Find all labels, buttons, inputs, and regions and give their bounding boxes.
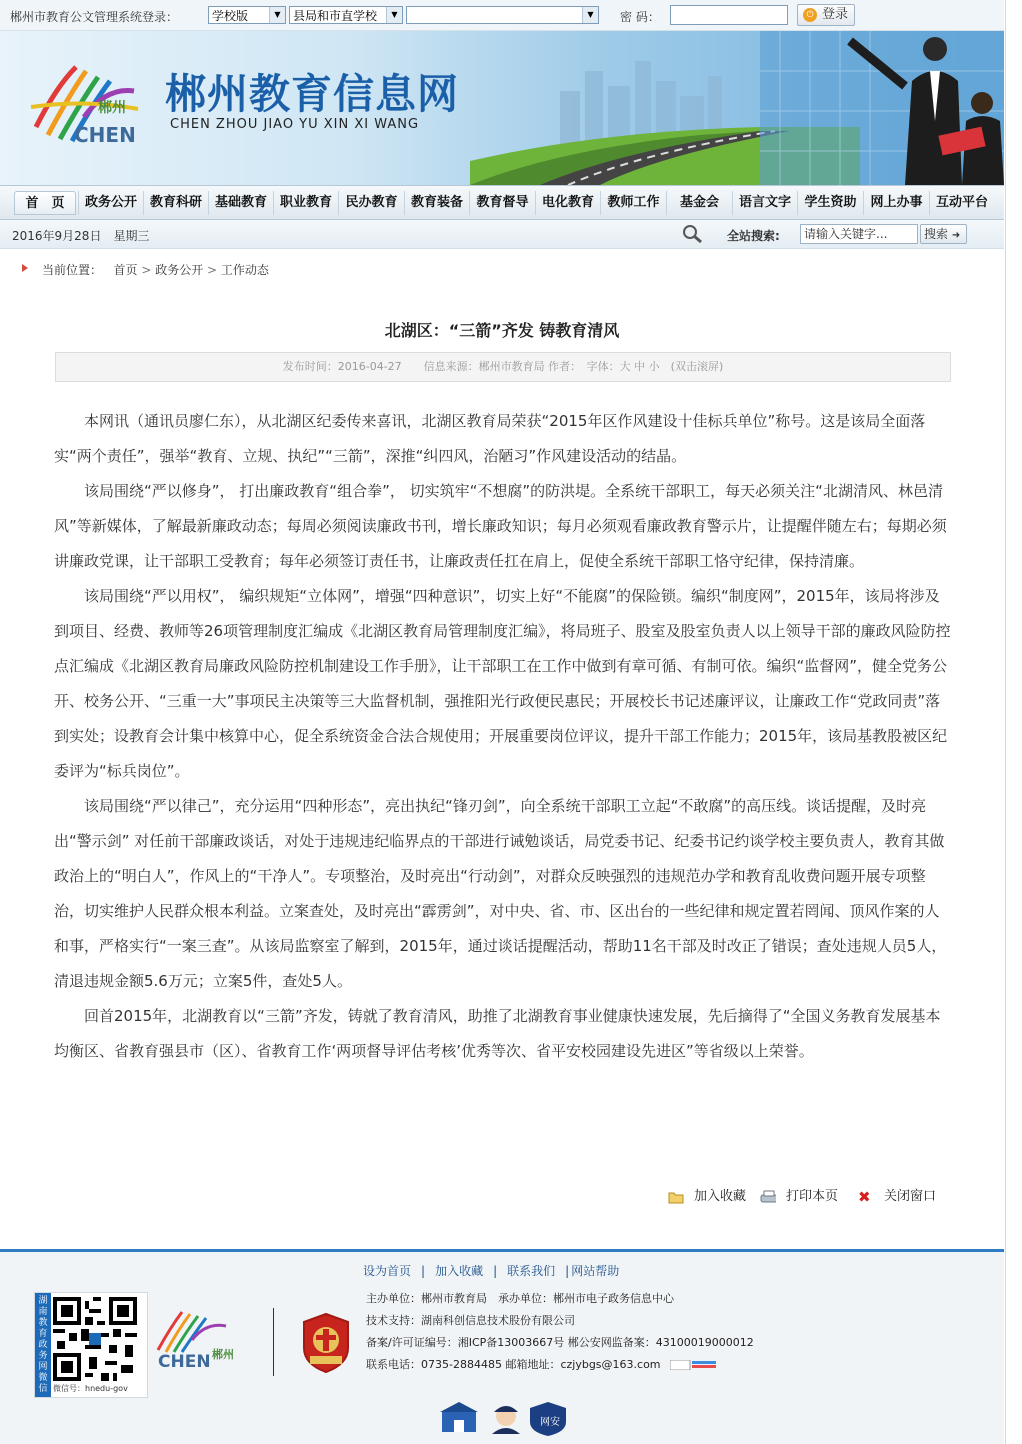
qr-caption: 微信号：hnedu-gov: [53, 1384, 128, 1393]
power-icon: ⏻: [803, 8, 817, 22]
breadcrumb: [0, 258, 1004, 280]
article-paragraph: 回首2015年，北湖教育以“三箭”齐发，铸就了教育清风，助推了北湖教育事业健康快速发展，先后摘得了“全国义务教育发展基本均衡区、省教育强县市（区）、省教育工作‘两项督导评估考核’优秀等次、省平安校园建设先进区”等省级以上荣誉。: [54, 1007, 941, 1060]
footer-host: 主办单位：郴州市教育局 承办单位：郴州市电子政务信息中心: [366, 1292, 674, 1305]
qr-code-icon: [53, 1297, 137, 1381]
edition-select[interactable]: [208, 6, 286, 24]
search-icon: [682, 224, 704, 244]
nav-item-research[interactable]: 教育科研: [143, 191, 208, 215]
footer-logo-cn: 郴州: [212, 1348, 234, 1361]
article-title: 北湖区：“三箭”齐发 铸教育清风: [384, 321, 620, 340]
date-search-bar: [0, 220, 1004, 249]
breadcrumb-separator: >: [207, 263, 221, 277]
nav-item-home[interactable]: 首 页: [14, 191, 76, 215]
logo-cn-text: 郴州: [98, 100, 126, 116]
arrow-right-icon: ➜: [951, 230, 961, 241]
article-paragraph: 该局围绕“严以修身”， 打出廉政教育“组合拳”， 切实筑牢“不想腐”的防洪堤。全系统干部职工，每天必须关注“北湖清风、林邑清风”等新媒体，了解最新廉政动态；每周必须阅读廉政书刊，增长廉政知识；每月必须观看廉政教育警示片，让提醒伴随左右；每期必须讲廉政党课，让干部职工受教育；每年必须签订责任书，让廉政责任扛在肩上，促使全系统干部职工恪守纪律，保持清廉。: [54, 482, 947, 570]
footer-contact-text: 联系电话：0735-2884485 邮箱地址：czjybgs@163.com: [366, 1358, 661, 1371]
password-input[interactable]: [670, 5, 788, 25]
footer-info: [366, 1288, 754, 1376]
chevron-down-icon: ▼: [269, 7, 285, 23]
password-label: 密 码：: [620, 10, 660, 24]
nav-item-online-service[interactable]: 网上办事: [863, 191, 929, 215]
footer-link-set-home[interactable]: 设为首页: [363, 1264, 412, 1278]
article-body: [54, 404, 952, 1069]
nav-item-interactive[interactable]: 互动平台: [929, 191, 994, 215]
site-subtitle: CHEN ZHOU JIAO YU XIN XI WANG: [170, 117, 420, 132]
current-date: 2016年9月28日 星期三: [12, 229, 150, 243]
unit-type-select[interactable]: [289, 6, 403, 24]
login-button[interactable]: [797, 4, 855, 26]
login-bar: [0, 0, 1004, 31]
cyber-police-icon: [530, 1402, 566, 1436]
search-button[interactable]: [920, 224, 967, 244]
footer-logo-divider: [273, 1308, 274, 1376]
wechat-qr-block: [34, 1292, 148, 1398]
unit-select[interactable]: [406, 6, 599, 24]
nav-item-basic-education[interactable]: 基础教育: [208, 191, 273, 215]
svg-text:网安: 网安: [540, 1417, 560, 1428]
login-button-label: 登录: [821, 7, 848, 22]
nav-item-vocational[interactable]: 职业教育: [273, 191, 338, 215]
search-label: 全站搜索:: [727, 229, 780, 243]
footer-icp: 备案/许可证编号：湘ICP备13003667号 郴公安网监备案：43100019000012: [366, 1336, 754, 1349]
print-link[interactable]: [760, 1185, 838, 1204]
article-meta: 发布时间：2016-04-27 信息来源：郴州市教育局 作者： 字体：大 中 小 (双击滚屏): [55, 352, 951, 382]
site-footer: [0, 1252, 1004, 1444]
breadcrumb-item-home[interactable]: 首页: [113, 263, 138, 277]
footer-link-contact[interactable]: 联系我们: [507, 1264, 556, 1278]
breadcrumb-item-work-news[interactable]: 工作动态: [220, 263, 269, 277]
breadcrumb-text: [42, 261, 269, 278]
login-label: 郴州市教育公文管理系统登录：: [10, 10, 179, 24]
folder-icon: [668, 1190, 684, 1204]
nav-item-student-aid[interactable]: 学生资助: [797, 191, 863, 215]
footer-link-separator: |: [421, 1264, 426, 1278]
qr-side-label: 湖南教育政务网微信: [35, 1293, 51, 1397]
close-window-link[interactable]: [858, 1185, 936, 1204]
close-label: 关闭窗口: [884, 1189, 937, 1204]
site-banner: [0, 31, 1004, 185]
footer-link-separator: |: [493, 1264, 498, 1278]
nav-item-language[interactable]: 语言文字: [732, 191, 797, 215]
printer-icon: [760, 1190, 776, 1204]
chevron-down-icon: ▼: [582, 7, 598, 23]
unit-type-select-value: 县局和市直学校: [293, 9, 378, 23]
nav-item-e-education[interactable]: 电化教育: [535, 191, 600, 215]
breadcrumb-item-government[interactable]: 政务公开: [155, 263, 204, 277]
police-officer-icon: [492, 1406, 520, 1434]
favorite-label: 加入收藏: [694, 1189, 747, 1204]
breadcrumb-label: 当前位置：: [42, 263, 103, 277]
footer-link-separator: |: [565, 1264, 570, 1278]
nav-item-government[interactable]: 政务公开: [78, 191, 143, 215]
banner-background: [0, 31, 1004, 185]
chevron-down-icon: ▼: [386, 7, 402, 23]
footer-link-favorite[interactable]: 加入收藏: [435, 1264, 484, 1278]
nav-item-supervision[interactable]: 教育督导: [469, 191, 535, 215]
footer-links: [363, 1262, 619, 1279]
main-nav: [0, 185, 1004, 220]
footer-link-help[interactable]: 网站帮助: [571, 1264, 620, 1278]
article-paragraph: 该局围绕“严以律己”，充分运用“四种形态”，亮出执纪“锋刃剑”，向全系统干部职工立起“不敢腐”的高压线。谈话提醒，及时亮出“警示剑” 对任前干部廉政谈话，对处于违规违纪临界点的干部进行诫勉谈话，局党委书记、纪委书记约谈学校主要负责人，教育其做政治上的“明白人”，作风上的“干净人”。专项整治，及时亮出“行动剑”，对群众反映强烈的违规范办学和教育乱收费问题开展专项整治，切实维护人民群众根本利益。立案查处，及时亮出“霹雳剑”，对中央、省、市、区出台的一些纪律和规定置若罔闻、顶风作案的人和事，严格实行“一案三查”。从该局监察室了解到，2015年，通过谈话提醒活动，帮助11名干部及时改正了错误；查处违规人员5人，清退违规金额5.6万元；立案5件，查处5人。: [54, 797, 947, 990]
police-station-icon: [440, 1402, 478, 1432]
search-button-label: 搜索: [924, 227, 949, 241]
edition-select-value: 学校版: [212, 9, 249, 23]
close-icon: ✖: [858, 1187, 871, 1206]
police-badges: [440, 1400, 570, 1436]
nav-item-equipment[interactable]: 教育装备: [404, 191, 469, 215]
favorite-link[interactable]: [668, 1185, 746, 1204]
print-label: 打印本页: [786, 1189, 839, 1204]
cnzz-stat-icon[interactable]: [670, 1360, 716, 1370]
footer-logo-en: CHEN: [158, 1352, 211, 1372]
search-input[interactable]: 请输入关键字...: [800, 224, 918, 244]
party-government-badge-icon: [300, 1312, 352, 1374]
bullet-icon: [22, 264, 28, 272]
footer-contact: [366, 1354, 754, 1376]
nav-item-private[interactable]: 民办教育: [338, 191, 404, 215]
article-paragraph: 本网讯（通讯员廖仁东），从北湖区纪委传来喜讯，北湖区教育局荣获“2015年区作风建设十佳标兵单位”称号。这是该局全面落实“两个责任”，强举“教育、立规、执纪”“三箭”，深推“纠四风，治陋习”作风建设活动的结晶。: [54, 412, 926, 465]
logo-en-text: CHEN: [74, 123, 136, 147]
breadcrumb-separator: >: [141, 263, 156, 277]
article-paragraph: 该局围绕“严以用权”， 编织规矩“立体网”，增强“四种意识”，切实上好“不能腐”的保险锁。编织“制度网”，2015年，该局将涉及到项目、经费、教师等26项管理制度汇编成《北湖区教育局管理制度汇编》，将局班子、股室及股室负责人以上领导干部的廉政风险防控点汇编成《北湖区教育局廉政风险防控机制建设工作手册》，让干部职工在工作中做到有章可循、有制可依。编织“监督网”，健全党务公开、校务公开、“三重一大”事项民主决策等三大监督机制，强推阳光行政便民惠民；开展校长书记述廉评议，让廉政工作“党政同责”落到实处；设教育会计集中核算中心，促全系统资金合法合规使用；开展重要岗位评议，提升干部工作能力；2015年，该局基教股被区纪委评为“标兵岗位”。: [54, 587, 951, 780]
nav-item-teachers[interactable]: 教师工作: [600, 191, 666, 215]
footer-tech: 技术支持：湖南科创信息技术股份有限公司: [366, 1314, 575, 1327]
site-title: 郴州教育信息网: [165, 70, 459, 118]
nav-item-foundation[interactable]: 基金会: [666, 191, 732, 215]
